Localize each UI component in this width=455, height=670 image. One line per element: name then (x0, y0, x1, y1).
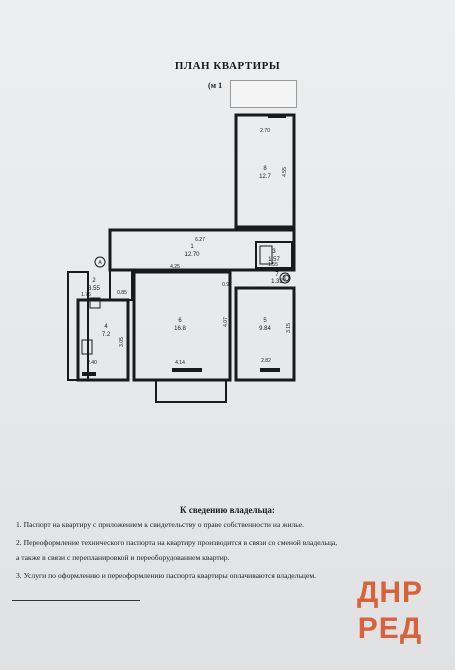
room-1-area: 12.70 (184, 252, 200, 258)
room-8-area: 12.7 (259, 174, 271, 180)
scale-tape (230, 80, 297, 108)
note-item-2-continued: а также в связи с перепланировкой и переоборудованием квартир. (16, 553, 230, 562)
marker-a-label: A (98, 260, 102, 266)
room-6-area: 16.8 (174, 326, 186, 332)
room-7-number: 7 (275, 272, 279, 278)
marker-b-label: 6 (283, 276, 287, 282)
room-5-outline (236, 288, 294, 380)
room-6-number: 6 (178, 318, 182, 324)
dim-room4-width: 4.14 (175, 360, 185, 366)
scale-label: (м 1 (208, 81, 223, 90)
dim-kitchen-depth: 3.05 (119, 337, 125, 347)
room-8-number: 8 (263, 166, 267, 172)
note-item-1: 1. Паспорт на квартиру с приложением к свидетельству о праве собственности на жилье. (16, 520, 305, 529)
bottom-balcony-outline (156, 380, 226, 402)
floor-plan (60, 110, 310, 410)
window-balcony (268, 115, 286, 118)
room-4-number: 4 (104, 324, 108, 330)
dim-room5-depth: 3.15 (286, 323, 292, 333)
dim-balcony-depth: 4.55 (282, 167, 288, 177)
dim-corridor-width: 0.85 (117, 290, 127, 296)
room-3-area: 1.57 (268, 257, 280, 263)
dim-room5-width: 2.82 (261, 358, 271, 364)
dim-bath-width: 1.55 (268, 262, 278, 268)
room-7-area: 1.32 (271, 279, 283, 285)
dim-kitchen-width: 2.40 (87, 360, 97, 366)
dim-balcony-width: 2.70 (260, 128, 270, 134)
dim-room6-width: 4.25 (170, 264, 180, 270)
signature-line (12, 600, 140, 601)
watermark-logo (340, 572, 440, 656)
room-5-number: 5 (263, 318, 267, 324)
dim-hall-length: 6.27 (195, 237, 205, 243)
window-room5 (260, 368, 280, 372)
room-5-area: 9.84 (259, 326, 271, 332)
watermark-line-2: РЕД (357, 612, 423, 645)
dim-room6-depth: 4.07 (223, 317, 229, 327)
dim-hall-depth: 1.76 (81, 292, 91, 298)
watermark-line-1: ДНР (356, 576, 424, 609)
room-4-area: 7.2 (101, 332, 111, 338)
note-item-3: 3. Услуги по оформлению и переоформлению паспорта квартиры оплачиваются владельцем. (16, 571, 317, 580)
notes-heading: К сведению владельца: (180, 505, 275, 515)
page-title: ПЛАН КВАРТИРЫ (174, 60, 281, 72)
room-1-number: 1 (190, 244, 194, 250)
note-item-2: 2. Переоформление технического паспорта на квартиру производится в связи со сменой владельца, (16, 538, 338, 547)
window-room6 (172, 368, 202, 372)
room-3-number: 3 (272, 249, 276, 255)
dim-wc-width: 0.97 (222, 282, 232, 288)
window-kitchen (82, 372, 96, 376)
room-2-area: 3.55 (88, 286, 100, 292)
room-2-number: 2 (92, 278, 96, 284)
